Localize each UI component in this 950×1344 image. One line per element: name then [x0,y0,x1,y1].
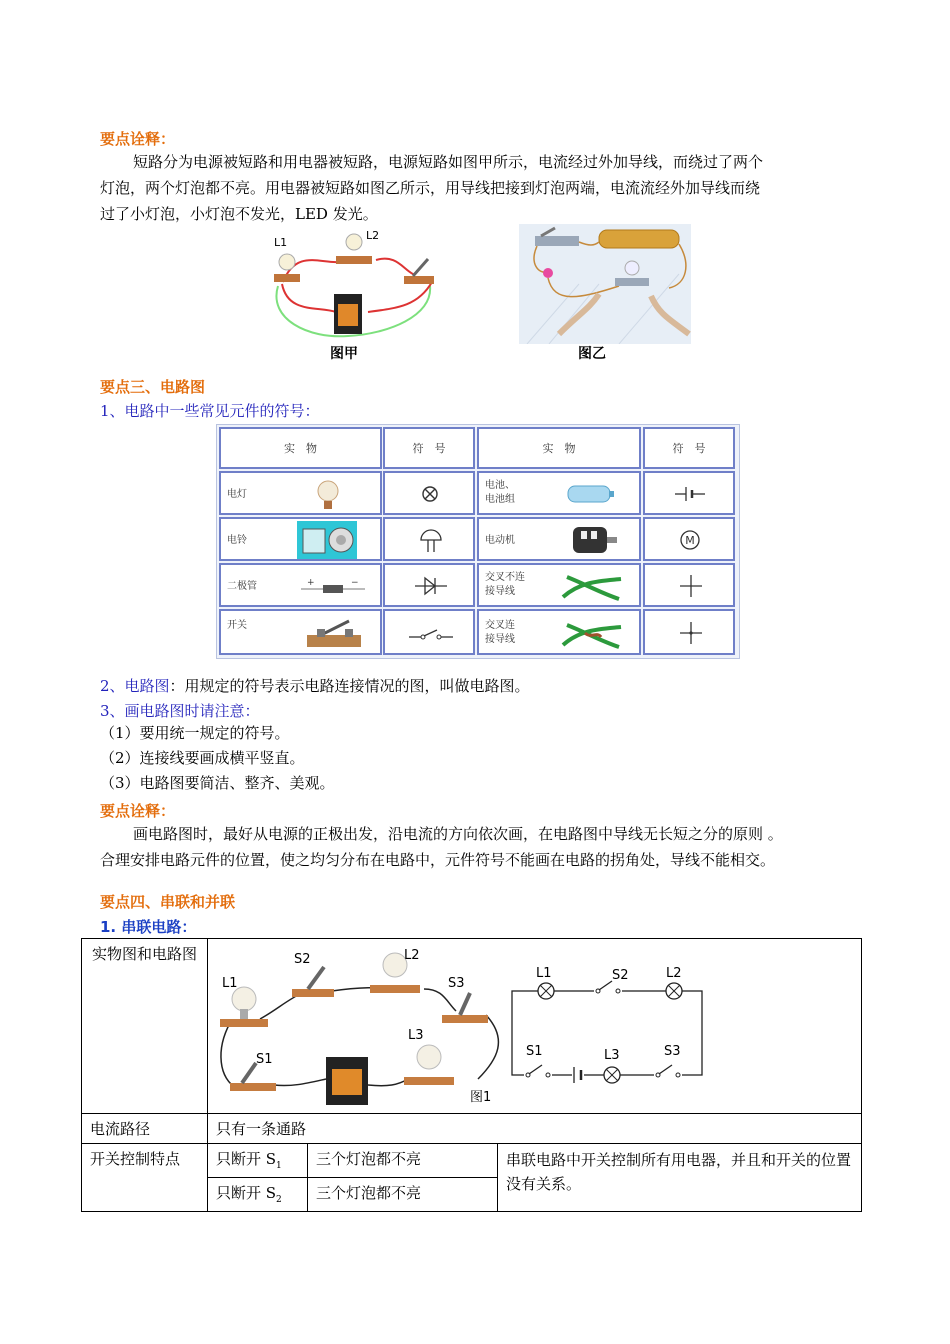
symtab-row1-left-symbol [383,471,475,515]
sch-L2-label: L2 [666,966,682,981]
symtab-row4-left-object [219,609,382,655]
figure-jia [268,224,443,344]
section3-sub2: （2）连接线要画成横平竖直。 [100,749,305,767]
section4-heading: 要点四、串联和并联 [100,893,236,911]
sch-S1-label: S1 [526,1044,543,1059]
svg-text:+: + [307,578,315,588]
phys-L1-label: L1 [222,976,238,991]
symtab-bell-label: 电铃 [227,535,247,546]
diode-symbol-icon [415,575,447,597]
symtab-row2-right-symbol [643,517,735,561]
electric-bell-icon [297,521,357,559]
section3-item2-text: ：用规定的符号表示电路连接情况的图，叫做电路图。 [169,677,530,695]
electric-motor-icon [571,523,619,557]
symtab-header-4: 符 号 [643,427,735,469]
symtab-crossing-connected-label: 交叉连 接导线 [485,620,515,645]
diode-component-icon [301,577,365,597]
sch-L3-label: L3 [604,1048,620,1063]
section3-sub3: （3）电路图要简洁、整齐、美观。 [100,774,335,792]
series-row3b-cond-sub: 2 [276,1195,282,1205]
note2-line2: 合理安排电路元件的位置，使之均匀分布在电路中，元件符号不能画在电路的拐角处，导线不能相交。 [100,851,776,869]
fig1-caption: 图1 [470,1090,492,1105]
series-row3b-result: 三个灯泡都不亮 [308,1178,498,1212]
section3-sub1: （1）要用统一规定的符号。 [100,724,290,742]
section3-item2-label: 2、电路图 [100,677,170,695]
symtab-row1-left-object [219,471,382,515]
lamp-symbol-icon [421,485,439,503]
symtab-switch-label: 开关 [227,620,247,631]
switch-symbol-icon [409,627,453,641]
knife-switch-icon [303,617,365,651]
bell-symbol-icon [419,527,443,553]
series-row3-summary: 串联电路中开关控制所有用电器，并且和开关的位置没有关系。 [498,1144,862,1212]
symtab-row3-right-symbol [643,563,735,607]
symtab-lamp-label: 电灯 [227,489,247,500]
motor-symbol-icon [680,530,700,550]
symtab-row1-right-object [477,471,641,515]
series-row3b-cond-text: 只断开 S [216,1184,277,1202]
symtab-battery-label: 电池、 电池组 [485,480,515,505]
series-circuit-table [81,938,862,1212]
symtab-motor-label: 电动机 [485,535,515,546]
phys-S1-label: S1 [256,1052,273,1067]
note1-heading: 要点诠释： [100,130,176,148]
symtab-row2-left-object [219,517,382,561]
series-row3a-cond [208,1144,308,1178]
note1-line3: 过了小灯泡，小灯泡不发光，LED 发光。 [100,205,378,223]
series-row3a-cond-sub: 1 [276,1161,282,1171]
symtab-row3-left-object [219,563,382,607]
section3-item2 [100,675,530,696]
series-row2-value: 只有一条通路 [208,1114,862,1144]
fig-jia-L1: L1 [274,236,288,249]
phys-L2-label: L2 [404,948,420,963]
note1-line1: 短路分为电源被短路和用电器被短路，电源短路如图甲所示，电流经过外加导线，而绕过了两个 [133,153,764,171]
series-row3a-cond-text: 只断开 S [216,1150,277,1168]
section3-item1: 1、电路中一些常见元件的符号： [100,402,320,420]
svg-text:−: − [351,578,359,588]
symtab-row4-right-object [477,609,641,655]
symtab-row3-left-symbol [383,563,475,607]
section3-heading: 要点三、电路图 [100,378,206,396]
note2-heading: 要点诠释： [100,802,176,820]
symtab-row4-left-symbol [383,609,475,655]
crossing-connected-symbol-icon [680,622,702,644]
series-row3a-result: 三个灯泡都不亮 [308,1144,498,1178]
note1-line2: 灯泡，两个灯泡都不亮。用电器被短路如图乙所示，用导线把接到灯泡两端，电流流经外加导线而绕 [100,179,761,197]
figure-yi [519,224,691,344]
lamp-bulb-icon [316,477,340,513]
symtab-row2-right-object [477,517,641,561]
symtab-header-2: 符 号 [383,427,475,469]
connected-wires-icon [561,619,623,651]
phys-L3-label: L3 [408,1028,424,1043]
symtab-header-1: 实 物 [219,427,382,469]
symtab-crossing-unconnected-label: 交叉不连 接导线 [485,572,525,597]
symbol-table [216,424,740,659]
motor-symbol-letter: M [685,534,695,547]
series-row1-label: 实物图和电路图 [82,939,208,1114]
series-row2-label: 电流路径 [82,1114,208,1144]
section4-subheading: 1. 串联电路： [100,918,197,936]
battery-icon [567,483,615,505]
section3-item3: 3、画电路图时请注意： [100,702,260,720]
symtab-row1-right-symbol [643,471,735,515]
fig-jia-L2: L2 [366,229,380,242]
symtab-row3-right-object [477,563,641,607]
note2-line1: 画电路图时，最好从电源的正极出发，沿电流的方向依次画，在电路图中导线无长短之分的原则 。 [133,825,783,843]
symtab-row4-right-symbol [643,609,735,655]
fig-jia-caption: 图甲 [330,346,358,362]
sch-L1-label: L1 [536,966,552,981]
series-row1-figure-cell [208,939,862,1114]
phys-S2-label: S2 [294,952,311,967]
battery-symbol-icon [675,485,705,503]
symtab-diode-label: 二极管 [227,581,257,592]
crossing-unconnected-symbol-icon [680,575,702,597]
phys-S3-label: S3 [448,976,465,991]
series-circuit-figure [208,939,860,1109]
fig-yi-caption: 图乙 [578,346,606,362]
crossing-wires-icon [561,571,623,603]
symtab-row2-left-symbol [383,517,475,561]
series-row3b-cond [208,1178,308,1212]
sch-S2-label: S2 [612,968,629,983]
sch-S3-label: S3 [664,1044,681,1059]
series-row3-label: 开关控制特点 [82,1144,208,1212]
symtab-header-3: 实 物 [477,427,641,469]
